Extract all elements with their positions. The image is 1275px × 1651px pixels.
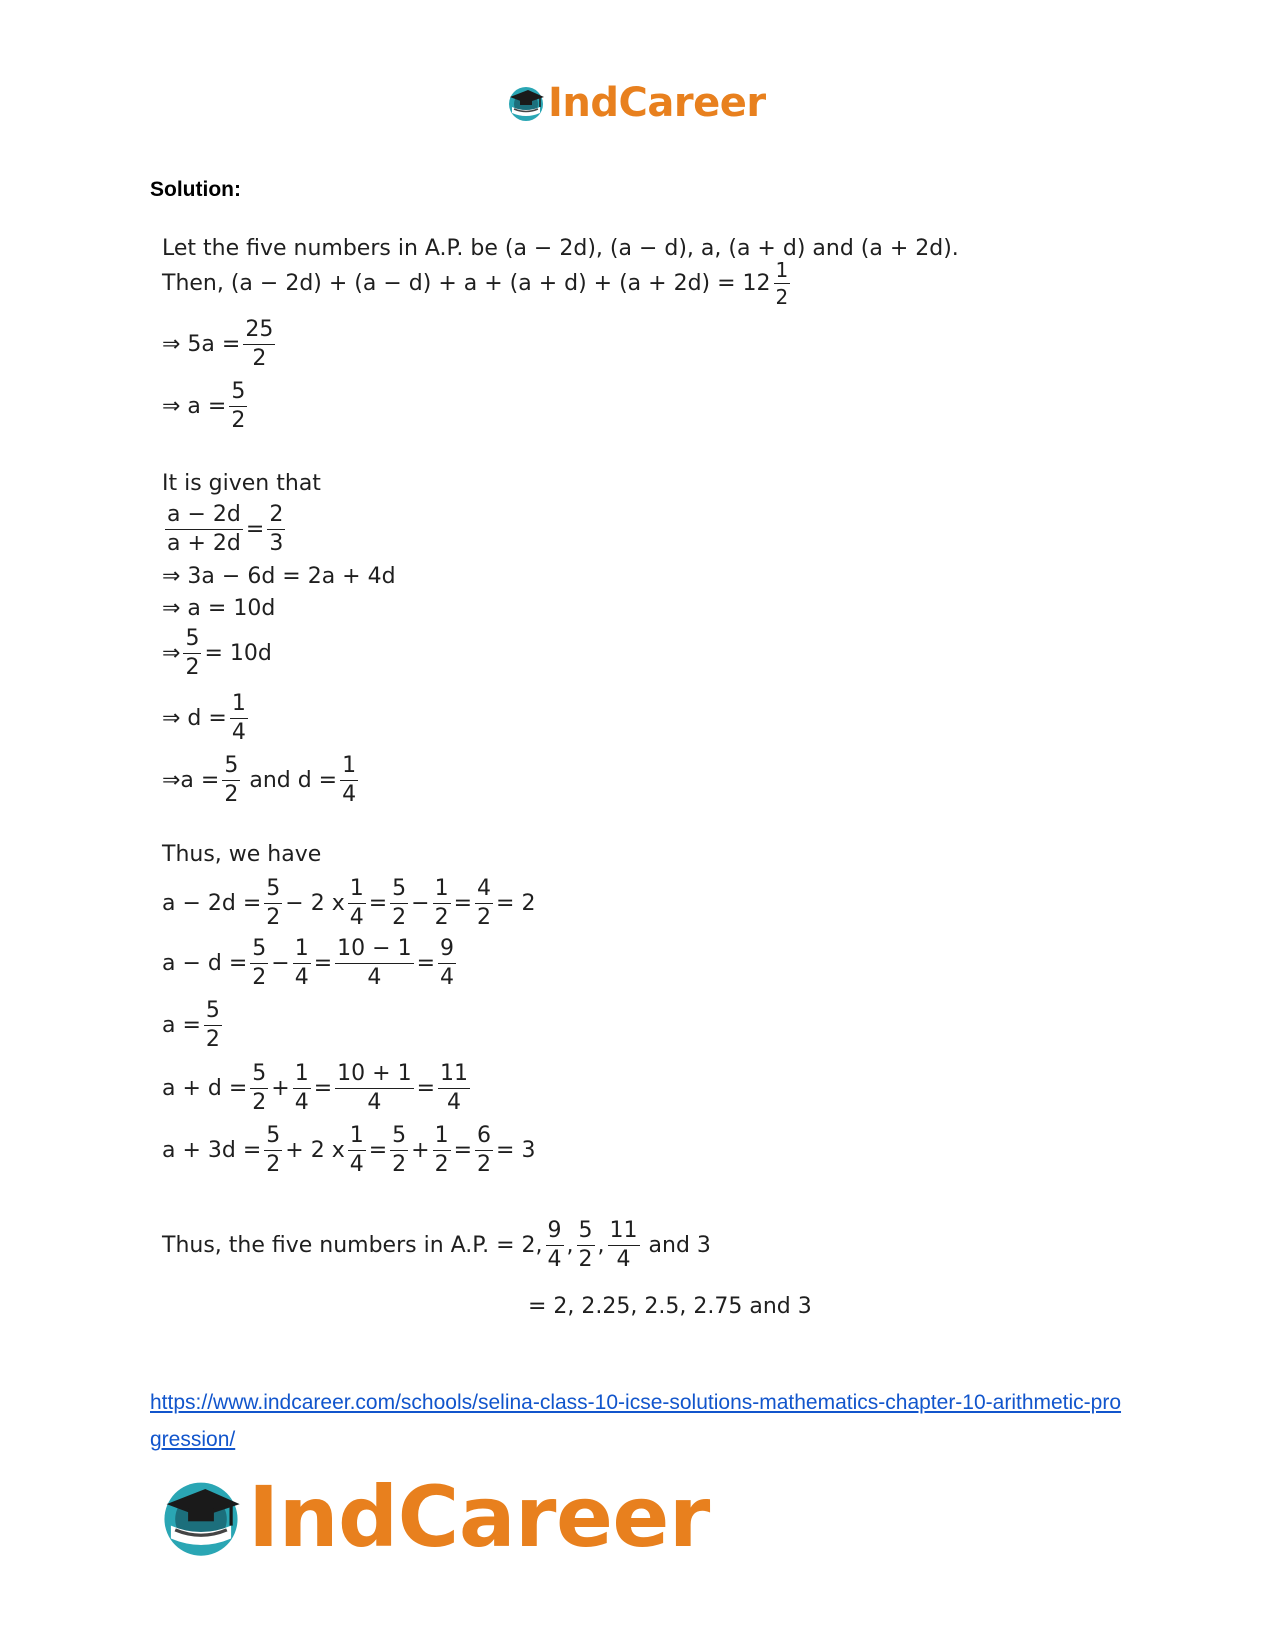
line-1: Let the five numbers in A.P. be (a − 2d), (a − d), a, (a + d) and (a + 2d). — [162, 236, 959, 261]
fraction: $\frac{5}{2}$ — [578, 1218, 593, 1272]
source-link[interactable]: https://www.indcareer.com/schools/selina-class-10-icse-solutions-mathematics-chapter-10-arithmetic-progression/ — [150, 1391, 1122, 1451]
line-9: ⇒ $\frac{5}{2}$ = 10d — [162, 626, 272, 680]
fraction: $\frac{11}{4}$ — [609, 1218, 638, 1272]
fraction: $\frac{5}{2}$ — [205, 998, 220, 1052]
line-18: Thus, the five numbers in A.P. = 2, $\frac{9}{4}$ , $\frac{5}{2}$ , $\frac{11}{4}$ and 3 — [162, 1218, 711, 1272]
line-14: a − d = $\frac{5}{2}$ − $\frac{1}{4}$ = $\frac{10 - 1}{4}$ = $\frac{9}{4}$ — [162, 936, 455, 990]
fraction: $\frac{5}{2}$ — [392, 876, 407, 930]
fraction: $\frac{9}{4}$ — [440, 936, 455, 990]
fraction: $\frac{a - 2d}{a + 2d}$ — [167, 502, 241, 556]
line-6: $\frac{a - 2d}{a + 2d}$ = $\frac{2}{3}$ — [167, 502, 284, 556]
indcareer-logo-top — [506, 80, 766, 126]
fraction: $\frac{1}{4}$ — [231, 691, 246, 745]
fraction: $\frac{9}{4}$ — [547, 1218, 562, 1272]
line-15: a = $\frac{5}{2}$ — [162, 998, 220, 1052]
line-17: a + 3d = $\frac{5}{2}$ + 2 x $\frac{1}{4}$ = $\frac{5}{2}$ + $\frac{1}{2}$ = $\frac{6}{2}$ = 3 — [162, 1123, 536, 1177]
graduation-cap-icon — [506, 83, 546, 123]
graduation-cap-icon — [158, 1474, 244, 1560]
line-3: ⇒ 5a = $\frac{25}{2}$ — [162, 317, 274, 371]
fraction: $\frac{5}{2}$ — [252, 1061, 267, 1115]
fraction: $\frac{5}{2}$ — [392, 1123, 407, 1177]
line-19: = 2, 2.25, 2.5, 2.75 and 3 — [528, 1294, 812, 1319]
fraction: $\frac{10 - 1}{4}$ — [337, 936, 412, 990]
fraction: $\frac{1}{4}$ — [294, 936, 309, 990]
line-5: It is given that — [162, 471, 321, 496]
fraction: $\frac{5}{2}$ — [266, 876, 281, 930]
fraction: $\frac{5}{2}$ — [231, 379, 246, 433]
line-10: ⇒ d = $\frac{1}{4}$ — [162, 691, 246, 745]
indcareer-logo-bottom — [158, 1468, 710, 1566]
fraction: $\frac{10 + 1}{4}$ — [337, 1061, 412, 1115]
fraction: $\frac{2}{3}$ — [269, 502, 284, 556]
line-12: Thus, we have — [162, 842, 322, 867]
line-7: ⇒ 3a − 6d = 2a + 4d — [162, 564, 396, 589]
solution-heading: Solution: — [150, 178, 241, 201]
fraction: $\frac{5}{2}$ — [252, 936, 267, 990]
fraction: $\frac{1}{2}$ — [434, 876, 449, 930]
fraction: $\frac{1}{4}$ — [349, 876, 364, 930]
fraction: $\frac{1}{4}$ — [349, 1123, 364, 1177]
fraction: $\frac{6}{2}$ — [477, 1123, 492, 1177]
line-2: Then, (a − 2d) + (a − d) + a + (a + d) + (a + 2d) = 12 $\frac{1}{2}$ — [162, 258, 789, 309]
line-16: a + d = $\frac{5}{2}$ + $\frac{1}{4}$ = $\frac{10 + 1}{4}$ = $\frac{11}{4}$ — [162, 1061, 469, 1115]
fraction: $\frac{1}{4}$ — [294, 1061, 309, 1115]
fraction: $\frac{1}{2}$ — [434, 1123, 449, 1177]
fraction: $\frac{4}{2}$ — [477, 876, 492, 930]
fraction: $\frac{25}{2}$ — [245, 317, 274, 371]
brand-name: IndCareer — [248, 1468, 710, 1566]
fraction: $\frac{5}{2}$ — [185, 626, 200, 680]
fraction: $\frac{11}{4}$ — [440, 1061, 469, 1115]
fraction: $\frac{1}{2}$ — [775, 258, 789, 309]
fraction: $\frac{1}{4}$ — [342, 753, 357, 807]
line-8: ⇒ a = 10d — [162, 596, 276, 621]
brand-name: IndCareer — [548, 80, 766, 126]
line-13: a − 2d = $\frac{5}{2}$ − 2 x $\frac{1}{4}$ = $\frac{5}{2}$ − $\frac{1}{2}$ = $\frac{4}{2}$ = 2 — [162, 876, 536, 930]
line-4: ⇒ a = $\frac{5}{2}$ — [162, 379, 246, 433]
fraction: $\frac{5}{2}$ — [224, 753, 239, 807]
fraction: $\frac{5}{2}$ — [266, 1123, 281, 1177]
line-11: ⇒a = $\frac{5}{2}$ and d = $\frac{1}{4}$ — [162, 753, 357, 807]
